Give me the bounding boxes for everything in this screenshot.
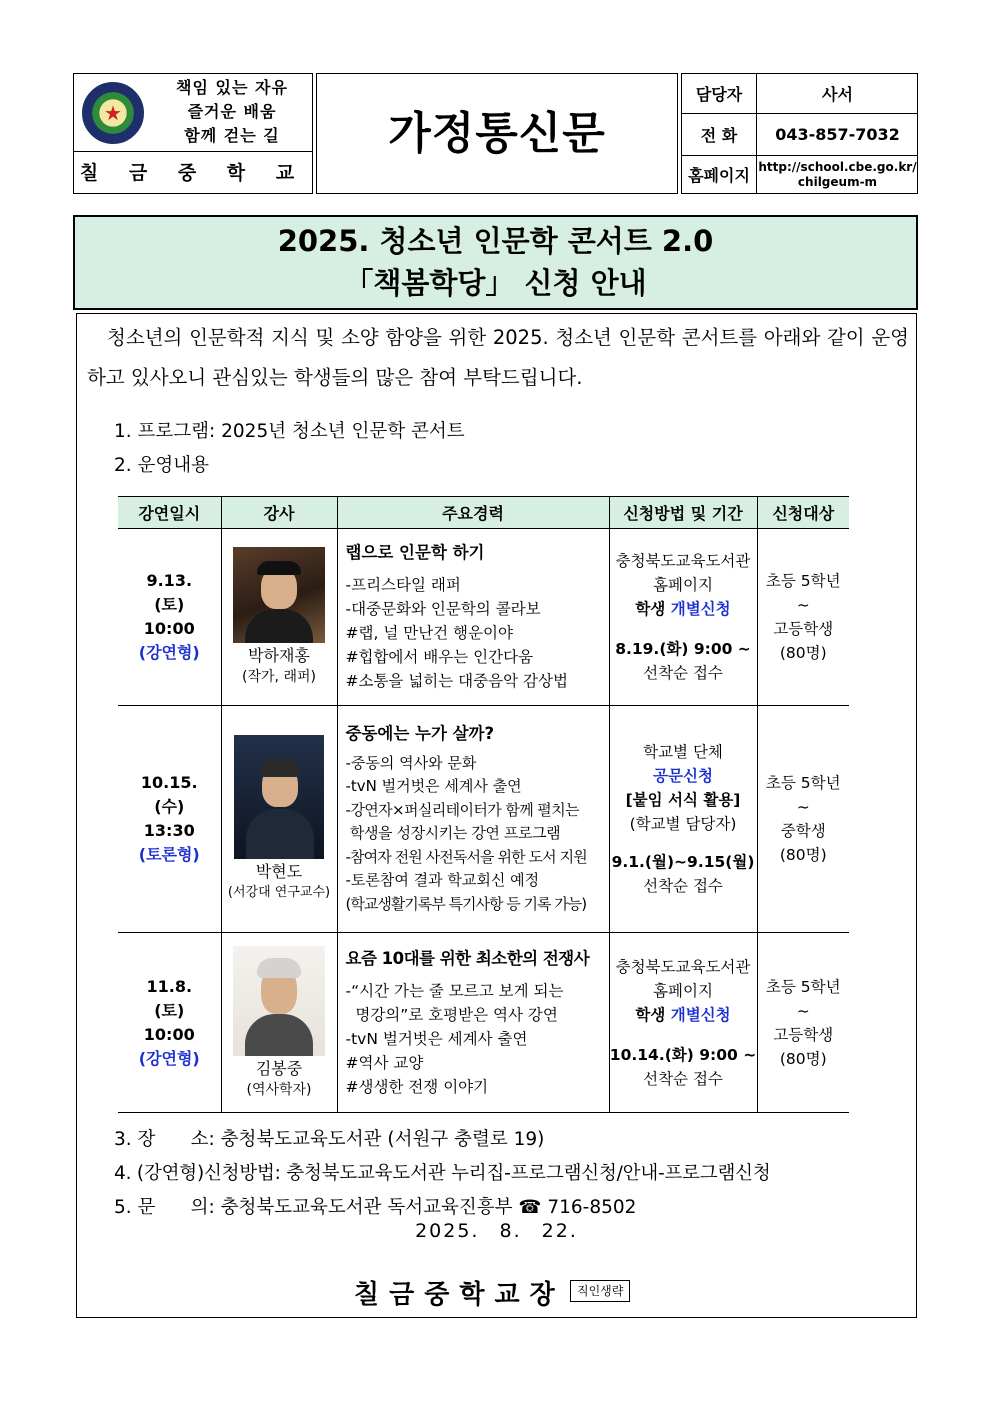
lecture-title: 랩으로 인문학 하기 <box>345 543 485 562</box>
career-cell: 랩으로 인문학 하기 -프리스타일 래퍼 -대중문화와 인문학의 콜라보 #랩, 널 만난건 행운이야 #힙합에서 배우는 인간다움 #소통을 넓히는 대중음악 감상법 <box>337 529 609 706</box>
lecture-type: (강연형) <box>138 1048 200 1068</box>
school-motto: 책임 있는 자유 즐거운 배움 함께 걷는 길 <box>176 78 288 145</box>
lecturer-cell <box>221 933 337 1113</box>
lecturer-cell <box>221 706 337 933</box>
col-header-date: 강연일시 <box>118 497 221 529</box>
col-header-apply: 신청방법 및 기간 <box>609 497 757 529</box>
school-motto-block <box>74 74 312 152</box>
notice-body <box>76 313 917 1318</box>
phone-icon: ☎ <box>518 1197 542 1218</box>
target-cell: 초등 5학년 ~ 고등학생 (80명) <box>757 933 849 1113</box>
career-cell: 요즘 10대를 위한 최소한의 전쟁사 -“시간 가는 줄 모르고 보게 되는 명강의”로 호평받은 역사 강연 -tvN 벌거벗은 세계사 출연 #역사 교양 #생생한 전쟁 이야기 <box>337 933 609 1113</box>
lecture-type: (강연형) <box>138 643 200 662</box>
lecturer-name: 김봉중 <box>255 1058 303 1078</box>
item-location: 3. 장 소: 충청북도교육도서관 (서원구 충렬로 19) <box>114 1129 545 1150</box>
col-header-lecturer: 강사 <box>221 497 337 529</box>
lecture-type: (토론형) <box>138 845 200 864</box>
apply-cell: 충청북도교육도서관 홈페이지 학생 개별신청 10.14.(화) 9:00 ~ 선착순 접수 <box>609 933 757 1113</box>
info-row-phone: 전 화 043-857-7032 <box>682 114 917 156</box>
lecture-title: 중동에는 누가 살까? <box>345 724 495 743</box>
lecture-datetime: 10.15. (수) 13:30 (토론형) <box>118 706 221 933</box>
notice-title-line2: 「책봄학당」 신청 안내 <box>344 266 647 300</box>
item-inquiry: 5. 문 의: 충청북도교육도서관 독서교육진흥부 ☎ 716-8502 <box>114 1197 637 1218</box>
intro-paragraph: 청소년의 인문학적 지식 및 소양 함양을 위한 2025. 청소년 인문학 콘서트를 아래와 같이 운영하고 있사오니 관심있는 학생들의 많은 참여 부탁드립니다. <box>87 326 909 389</box>
letter-header <box>73 73 918 194</box>
lecturer-cell <box>221 529 337 706</box>
issue-date: 2025. 8. 22. <box>415 1220 578 1242</box>
lecturer-affiliation: (작가, 래퍼) <box>242 669 316 685</box>
lecturer-photo <box>234 735 324 859</box>
table-row <box>118 706 849 933</box>
table-row <box>118 529 849 706</box>
lecturer-photo <box>233 946 325 1056</box>
principal-signature: 칠금중학교장 <box>354 1280 565 1310</box>
career-cell: 중동에는 누가 살까? -중동의 역사와 문화 -tvN 벌거벗은 세계사 출연 -강연자×퍼실리테이터가 함께 펼치는 학생을 성장시키는 강연 프로그램 -참여자 전원 사전독서을 위한 도서 지원 -토론참여 결과 학교회신 예정 (학교생활기록부 특기사항 등 기록 가능) <box>337 706 609 933</box>
homepage-link[interactable]: http://school.cbe.go.kr/ chilgeum-m <box>758 159 917 189</box>
contact-info-table <box>681 73 918 194</box>
notice-title-line1: 2025. 청소년 인문학 콘서트 2.0 <box>277 224 714 258</box>
inquiry-phone: 716-8502 <box>547 1197 637 1218</box>
table-header-row <box>118 497 849 529</box>
school-name: 칠 금 중 학 교 <box>79 162 307 184</box>
item-apply-method: 4. (강연형)신청방법: 충청북도교육도서관 누리집-프로그램신청/안내-프로그램신청 <box>114 1163 771 1184</box>
lecturer-affiliation: (역사학자) <box>246 1081 312 1098</box>
lecturer-affiliation: (서강대 연구교수) <box>227 885 331 900</box>
col-header-target: 신청대상 <box>757 497 849 529</box>
lecturer-name: 박현도 <box>255 862 303 881</box>
lecture-datetime: 11.8. (토) 10:00 (강연형) <box>118 933 221 1113</box>
lecturer-name: 박하재홍 <box>248 646 310 665</box>
seal-omitted-stamp: 직인생략 <box>570 1280 630 1302</box>
lecture-datetime: 9.13. (토) 10:00 (강연형) <box>118 529 221 706</box>
document-title: 가정통신문 <box>316 73 678 194</box>
lecture-title: 요즘 10대를 위한 최소한의 전쟁사 <box>345 948 590 968</box>
school-block <box>73 73 313 194</box>
info-row-manager: 담당자 사서 <box>682 74 917 114</box>
item-program: 1. 프로그램: 2025년 청소년 인문학 콘서트 <box>114 421 465 442</box>
table-row <box>118 933 849 1113</box>
info-row-homepage: 홈페이지 http://school.cbe.go.kr/ chilgeum-m <box>682 156 917 193</box>
lecturer-photo <box>233 547 325 643</box>
school-logo-icon: ★ <box>82 82 144 144</box>
target-cell: 초등 5학년 ~ 고등학생 (80명) <box>757 529 849 706</box>
col-header-career: 주요경력 <box>337 497 609 529</box>
apply-cell: 학교별 단체 공문신청 [붙임 서식 활용] (학교별 담당자) 9.1.(월)~9.15(월) 선착순 접수 <box>609 706 757 933</box>
apply-cell: 충청북도교육도서관 홈페이지 학생 개별신청 8.19.(화) 9:00 ~ 선착순 접수 <box>609 529 757 706</box>
item-operation: 2. 운영내용 <box>114 455 210 476</box>
target-cell: 초등 5학년 ~ 중학생 (80명) <box>757 706 849 933</box>
notice-title-box <box>73 215 918 310</box>
program-table <box>118 496 849 1113</box>
